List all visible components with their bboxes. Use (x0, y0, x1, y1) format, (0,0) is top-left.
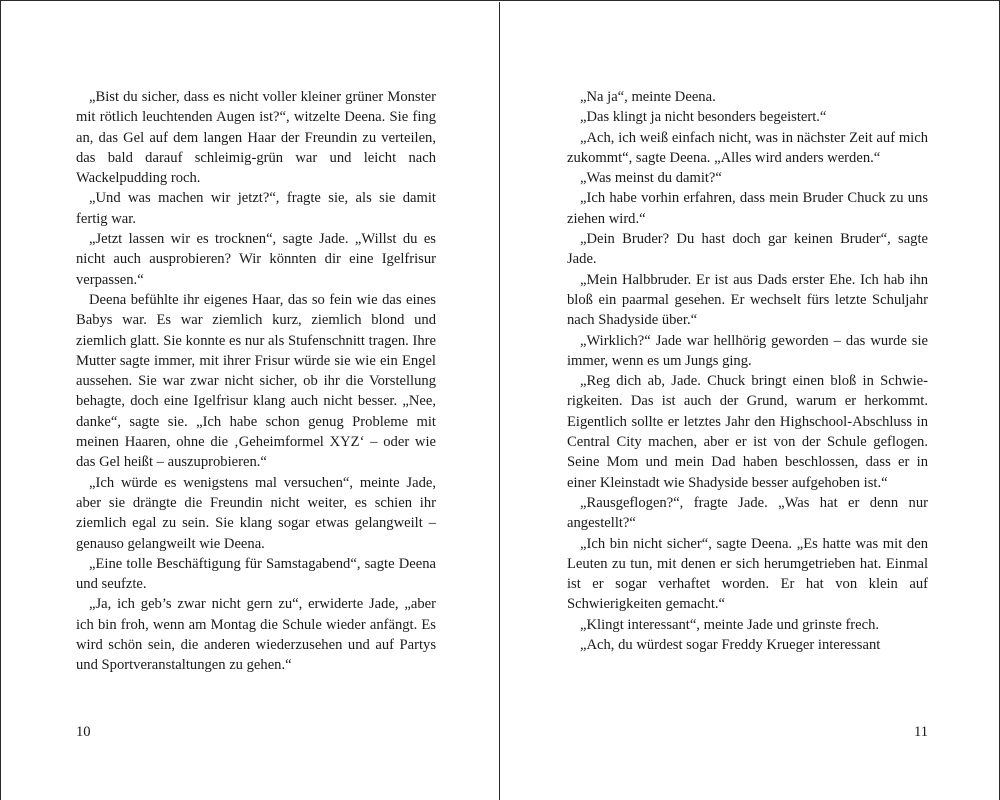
paragraph: „Und was machen wir jetzt?“, fragte sie, als sie damit fertig war. (76, 190, 436, 227)
paragraph: „Eine tolle Beschäftigung für Samstagabend“, sagte Deena und seufzte. (76, 555, 436, 593)
paragraph: „Wirklich?“ Jade war hellhörig geworden – das wurde sie immer, wenn es um Jungs ging. (567, 332, 928, 369)
left-page (1, 2, 500, 800)
paragraph: „Jetzt lassen wir es trocknen“, sagte Jade. „Willst du es nicht auch ausprobieren? Wir könnten dir eine Igelfrisur verpassen.“ (76, 231, 436, 288)
paragraph: „Dein Bruder? Du hast doch gar keinen Bruder“, sagte Jade. (567, 231, 928, 268)
paragraph: „Was meinst du damit?“ (580, 170, 722, 187)
page-number-right: 11 (913, 724, 928, 740)
paragraph: „Na ja“, meinte Deena. (580, 89, 716, 105)
paragraph: „Klingt interessant“, meinte Jade und grinste frech. (580, 616, 880, 633)
paragraph: „Ja, ich geb’s zwar nicht gern zu“, erwiderte Jade, „aber ich bin froh, wenn am Montag die Schule wieder anfängt. Es wird schön sein, die anderen wiederzusehen und auf Partys und Sportveranstaltungen zu gehen.“ (76, 596, 436, 674)
paragraph: „Rausgeflogen?“, fragte Jade. „Was hat er denn nur angestellt?“ (567, 494, 928, 532)
left-page-text (76, 87, 436, 676)
paragraph: „Ich würde es wenigstens mal versuchen“, meinte Jade, aber sie drängte die Freundin nicht weiter, es schien ihr ziemlich egal zu sein. Sie klang sogar etwas gelangweilt – genauso gelangweilt wie Deena. (76, 474, 436, 552)
paragraph: „Ach, du würdest sogar Freddy Krueger interessant (580, 637, 881, 654)
paragraph: „Ach, ich weiß einfach nicht, was in nächster Zeit auf mich zukommt“, sagte Deena. „Alles wird anders werden.“ (567, 129, 928, 166)
paragraph: „Bist du sicher, dass es nicht voller kleiner grüner Monster mit rötlich leuchtenden Augen ist?“, witzelte Deena. Sie fing an, das Gel auf dem langen Haar der Freundin zu verteilen, das bald darauf schleimig-grün war und leicht nach Wackelpudding roch. (76, 89, 436, 187)
page-number-left: 10 (76, 724, 91, 740)
paragraph: „Das klingt ja nicht besonders begeistert.“ (580, 109, 827, 126)
right-page-text (567, 87, 928, 655)
paragraph: Deena befühlte ihr eigenes Haar, das so fein wie das eines Babys war. Es war ziemlich kurz, ziemlich blond und ziemlich glatt. Sie konnte es nur als Stufenschnitt tragen. Ihre Mutter sagte immer, mit ihrer Frisur würde sie wie ein Engel aussehen. Sie war zwar nicht sicher, ob ihr die Vorstellung behagte, doch eine Igelfrisur klang auch nicht besser. „Nee, danke“, sagte sie. „Ich habe schon genug Probleme mit meinen Haaren, ohne die ‚Geheimformel XYZ‘ – oder wie das Gel heißt – auszuprobieren.“ (76, 291, 436, 471)
paragraph: „Ich habe vorhin erfahren, dass mein Bruder Chuck zu uns ziehen wird.“ (567, 190, 928, 227)
right-page (501, 2, 1000, 800)
paragraph: „Mein Halbbruder. Er ist aus Dads erster Ehe. Ich hab ihn bloß ein paarmal gesehen. Er wechselt fürs letzte Schuljahr nach Shadyside über.“ (567, 271, 928, 329)
paragraph: „Ich bin nicht sicher“, sagte Deena. „Es hatte was mit den Leuten zu tun, mit denen er sich herumgetrieben hat. Einmal ist er sogar verhaftet worden. Er hat von klein auf Schwierigkeiten gemacht.“ (567, 535, 928, 613)
paragraph: „Reg dich ab, Jade. Chuck bringt einen bloß in Schwierigkeiten. Das ist auch der Grund, warum er herkommt. Eigentlich sollte er letztes Jahr den Highschool-Abschluss in Central City machen, aber er ist von der Schule geflogen. Seine Mom und mein Dad haben beschlossen, dass er in einer Kleinstadt wie Shadyside besser aufgehoben ist.“ (567, 373, 928, 491)
